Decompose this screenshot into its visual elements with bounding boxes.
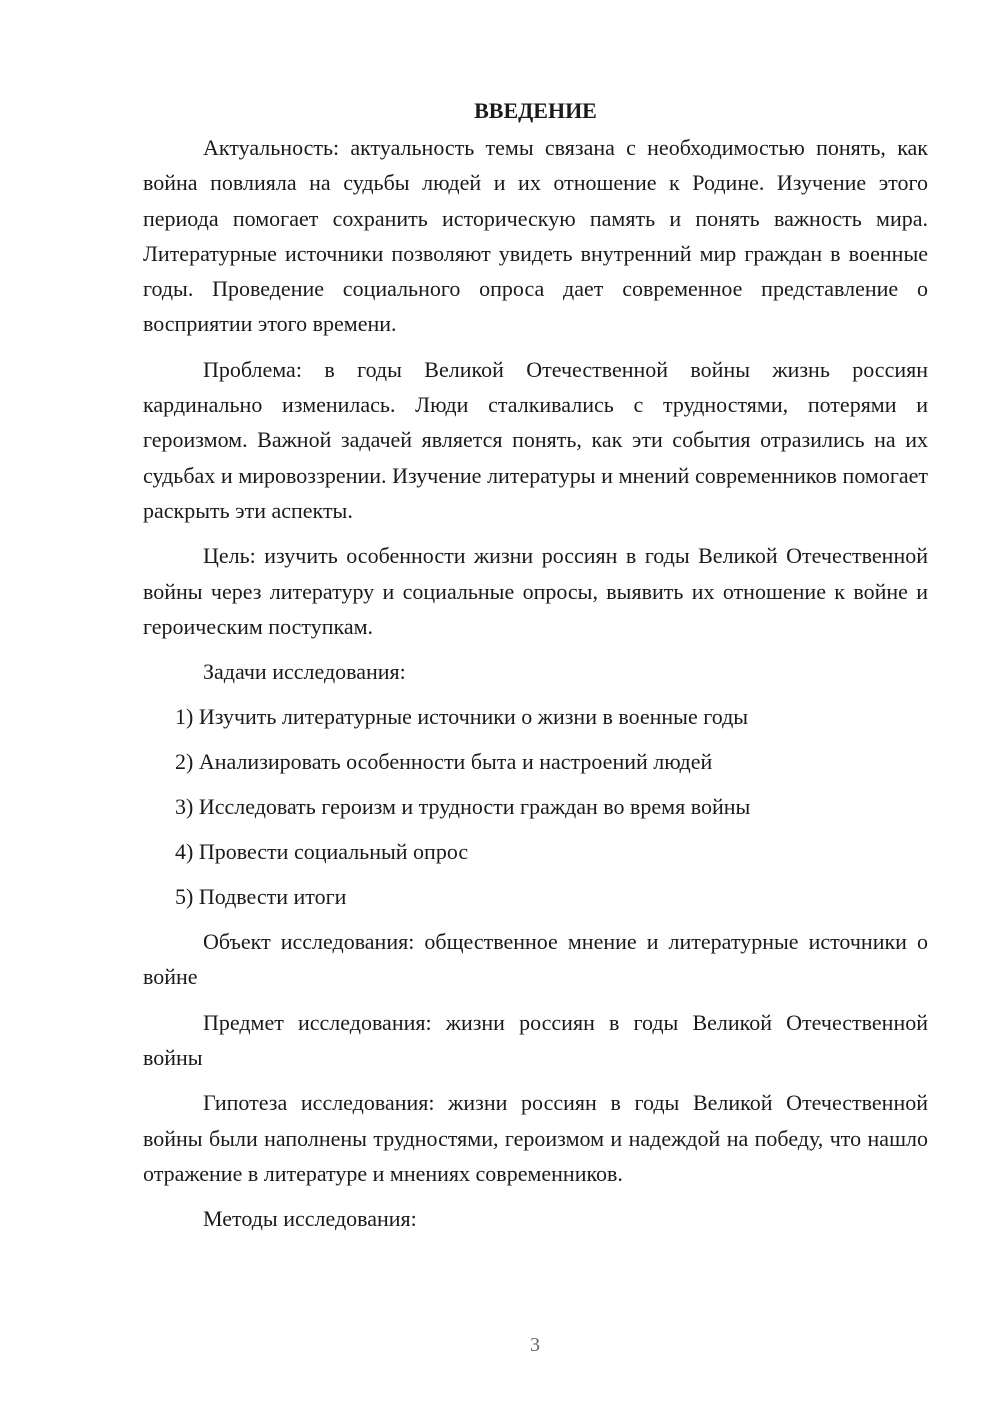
task-item: 1) Изучить литературные источники о жизни в военные годы: [175, 704, 749, 730]
task-item: 4) Провести социальный опрос: [175, 839, 469, 865]
tasks-list: [143, 699, 928, 914]
object-paragraph: Объект исследования: общественное мнение и литературные источники о войне: [143, 929, 928, 990]
subject-paragraph: Предмет исследования: жизни россиян в годы Великой Отечественной войны: [143, 1009, 928, 1071]
methods-label: Методы исследования:: [203, 1206, 417, 1232]
page-number: 3: [530, 1334, 540, 1356]
task-item: 2) Анализировать особенности быта и настроений людей: [175, 749, 713, 775]
goal-paragraph: Цель: изучить особенности жизни россиян в годы Великой Отечественной войны через литературу и социальные опросы, выявить их отношение к войне и героическим поступкам.: [143, 543, 928, 639]
hypothesis-paragraph: Гипотеза исследования: жизни россиян в годы Великой Отечественной войны были наполнены трудностями, героизмом и надеждой на победу, что нашло отражение в литературе и мнениях современников.: [143, 1090, 928, 1186]
section-heading: ВВЕДЕНИЕ: [474, 98, 597, 123]
task-item: 3) Исследовать героизм и трудности граждан во время войны: [175, 794, 751, 820]
document-page: [143, 94, 928, 1246]
task-item: 5) Подвести итоги: [175, 884, 347, 910]
relevance-paragraph: Актуальность: актуальность темы связана с необходимостью понять, как война повлияла на судьбы людей и их отношение к Родине. Изучение этого периода помогает сохранить историческую память и понять важность мира. Литературные источники позволяют увидеть внутренний мир граждан в военные годы. Проведение социального опроса дает современное представление о восприятии этого времени.: [143, 135, 928, 337]
tasks-label: Задачи исследования:: [203, 659, 406, 685]
problem-paragraph: Проблема: в годы Великой Отечественной войны жизнь россиян кардинально изменилась. Люди сталкивались с трудностями, потерями и героизмом. Важной задачей является понять, как эти события отразились на их судьбах и мировоззрении. Изучение литературы и мнений современников помогает раскрыть эти аспекты.: [143, 356, 928, 523]
